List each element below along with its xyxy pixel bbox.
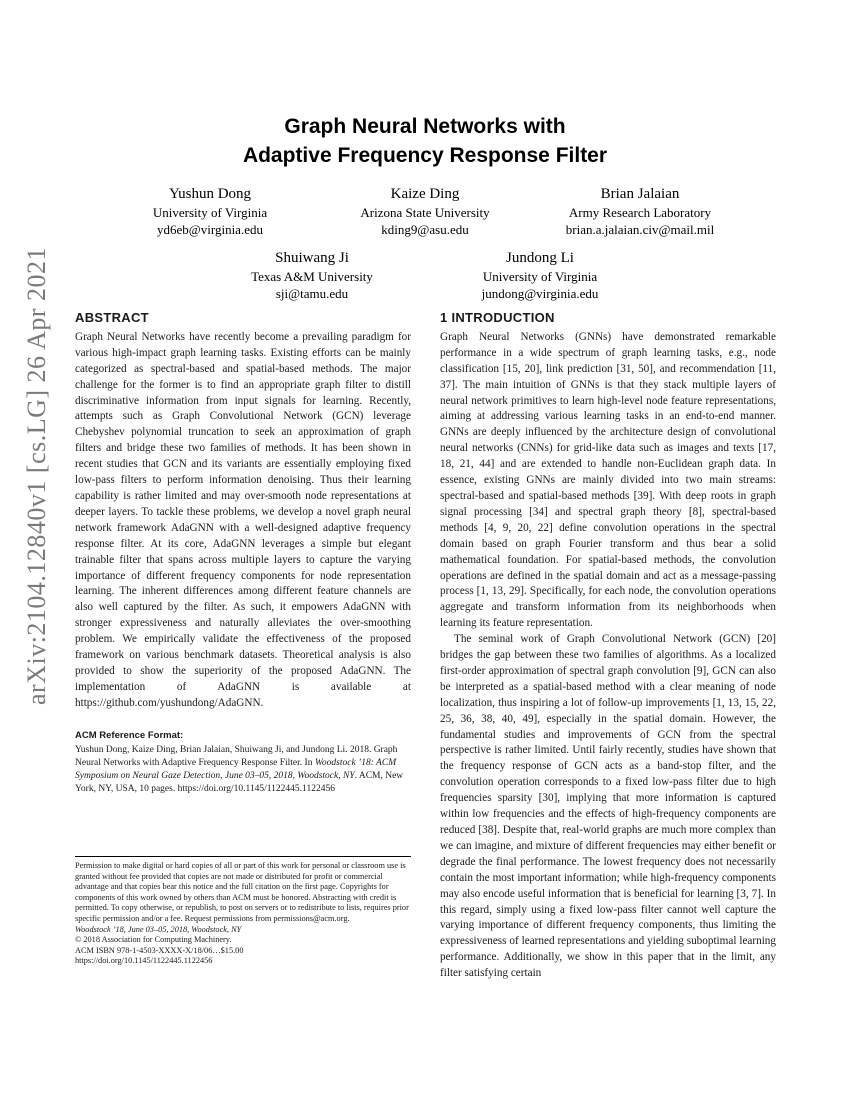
acm-reference-venue: Woodstock ’18: ACM Symposium on Neural Gaze Detection, June 03–05, 2018, Woodstock, NY	[75, 757, 397, 781]
author-name: Jundong Li	[506, 250, 574, 266]
author-affiliation: Arizona State University	[360, 205, 490, 220]
author-affiliation: University of Virginia	[482, 269, 598, 284]
author-email: kding9@asu.edu	[381, 222, 469, 237]
acm-reference-authors: Yushun Dong, Kaize Ding, Brian Jalaian, Shuiwang Ji, and Jundong Li. 2018. Graph Neural Networks with Adaptive Frequency Response Filter. In	[75, 744, 398, 768]
paper-title	[0, 112, 850, 170]
author-name: Yushun Dong	[168, 186, 252, 202]
author-block	[110, 184, 310, 238]
acm-reference-text	[75, 744, 411, 797]
abstract-heading: ABSTRACT	[75, 310, 149, 325]
author-block	[325, 184, 525, 238]
author-name: Kaize Ding	[390, 186, 460, 202]
author-email: jundong@virginia.edu	[481, 286, 599, 301]
intro-paragraph-2: The seminal work of Graph Convolutional Network (GCN) [20] bridges the gap between these two families of algorithms. As a localized first-order approximation of spectral graph convolution [9], GCN can also be interpreted as a spatial-based method with a clear meaning of node localization, thus inspiring a lot of follow-up improvements [1, 13, 15, 22, 25, 36, 38, 40, 49], especially in the spatial domain. However, the fundamental studies and improvements of GCN from the spectral perspective is rather limited. Until fairly recently, studies have shown that the frequency response of GCN acts as a band-stop filter, and the convolution operation corresponds to a fixed low-pass filter due to high frequencies sparsity [30], implying that more information is captured within low frequencies and the effects of high-frequency components are reduced [38]. Despite that, real-world graphs are much more complex than we can imagine, and mixture of different frequencies may either benefit or degrade the final performance. The lowest frequency does not necessarily contain the most important information; while high-frequency components may also encode useful information that is beneficial for learning [3, 7]. In this regard, simply using a fixed low-pass filter cannot well capture the varying importance of different frequency components, thus limiting the expressiveness of learned representations and yielding suboptimal learning performance. Additionally, we show in this paper that in the limit, any filter satisfying certain	[440, 633, 776, 980]
introduction-heading: 1 INTRODUCTION	[440, 310, 555, 325]
author-affiliation: Army Research Laboratory	[568, 205, 712, 220]
author-block	[535, 184, 745, 238]
conference-line: Woodstock ’18, June 03–05, 2018, Woodstock, NY	[75, 924, 242, 934]
acm-reference-heading: ACM Reference Format:	[75, 729, 184, 741]
author-email: brian.a.jalaian.civ@mail.mil	[565, 222, 715, 237]
author-email: sji@tamu.edu	[275, 286, 349, 301]
left-column	[75, 310, 411, 796]
author-affiliation: University of Virginia	[152, 205, 268, 220]
author-block	[212, 248, 412, 302]
doi-line: https://doi.org/10.1145/1122445.1122456	[75, 956, 213, 966]
copyright-footnote	[75, 856, 411, 967]
intro-paragraph-1: Graph Neural Networks (GNNs) have demonstrated remarkable performance in a wide spectrum of graph learning tasks, e.g., node classification [15, 20], link prediction [31, 50], and recommendation [11, 37]. The main intuition of GNNs is that they stack multiple layers of neural network primitives to learn high-level node feature representations, aiming at addressing various learning tasks in an end-to-end manner. GNNs are deeply influenced by the architecture design of convolutional neural networks (CNNs) for grid-like data such as images and texts [17, 18, 21, 44] and are extended to handle non-Euclidean graph data. In essence, existing GNNs are mainly divided into two main streams: spectral-based and spatial-based methods [39]. With deep roots in graph signal processing [34] and spectral graph theory [8], spectral-based methods [4, 9, 20, 22] define convolution operations in the spectral domain based on graph Fourier transform and thus bear a solid mathematical foundation. For spatial-based methods, the convolution operations are defined in the spatial domain and act as a message-passing process [1, 13, 29]. Specifically, for each node, the convolution operations aggregate and transform information from its neighborhoods when learning its feature representation.	[440, 330, 776, 630]
title-line-1: Graph Neural Networks with	[284, 115, 566, 138]
isbn-line: ACM ISBN 978-1-4503-XXXX-X/18/06…$15.00	[75, 945, 244, 955]
right-column	[440, 310, 776, 982]
abstract-text: Graph Neural Networks have recently become a prevailing paradigm for various high-impact graph learning tasks. Existing efforts can be mainly categorized as spectral-based and spatial-based methods. The major challenge for the former is to find an appropriate graph filter to distill discriminative information from input signals for learning. Recently, attempts such as Graph Convolutional Network (GCN) leverage Chebyshev polynomial truncation to seek an approximation of graph filters and bridge these two families of methods. It has been shown in recent studies that GCN and its variants are essentially employing fixed low-pass filters to perform information denoising. Thus their learning capability is rather limited and may over-smooth node representations at deeper layers. To tackle these problems, we develop a novel graph neural network framework AdaGNN with a well-designed adaptive frequency response filter. At its core, AdaGNN leverages a simple but elegant trainable filter that spans across multiple layers to capture the varying importance of different frequency components for node representation learning. The inherent differences among different feature channels are also well captured by the filter. As such, it empowers AdaGNN with stronger expressiveness and naturally alleviates the over-smoothing problem. We empirically validate the effectiveness of the proposed framework on various benchmark datasets. Theoretical analysis is also provided to show the superiority of the proposed AdaGNN. The implementation of AdaGNN is available at https://github.com/yushundong/AdaGNN.	[75, 330, 411, 709]
author-name: Shuiwang Ji	[275, 250, 349, 266]
acm-reference-publisher: . ACM, New York, NY, USA, 10 pages. https://doi.org/10.1145/1122445.1122456	[75, 770, 404, 795]
title-line-2: Adaptive Frequency Response Filter	[242, 144, 608, 167]
author-affiliation: Texas A&M University	[251, 269, 373, 284]
author-email: yd6eb@virginia.edu	[157, 222, 263, 237]
arxiv-identifier: arXiv:2104.12840v1 [cs.LG] 26 Apr 2021	[22, 246, 51, 705]
copyright-line: © 2018 Association for Computing Machinery.	[75, 935, 232, 945]
author-block	[440, 248, 640, 302]
permission-notice: Permission to make digital or hard copies of all or part of this work for personal or classroom use is granted without fee provided that copies are not made or distributed for profit or commercial advantage and that copies bear this notice and the full citation on the first page. Copyrights for components of this work owned by others than ACM must be honored. Abstracting with credit is permitted. To copy otherwise, or republish, to post on servers or to redistribute to lists, requires prior specific permission and/or a fee. Request permissions from permissions@acm.org.	[75, 861, 409, 923]
author-name: Brian Jalaian	[600, 186, 680, 202]
